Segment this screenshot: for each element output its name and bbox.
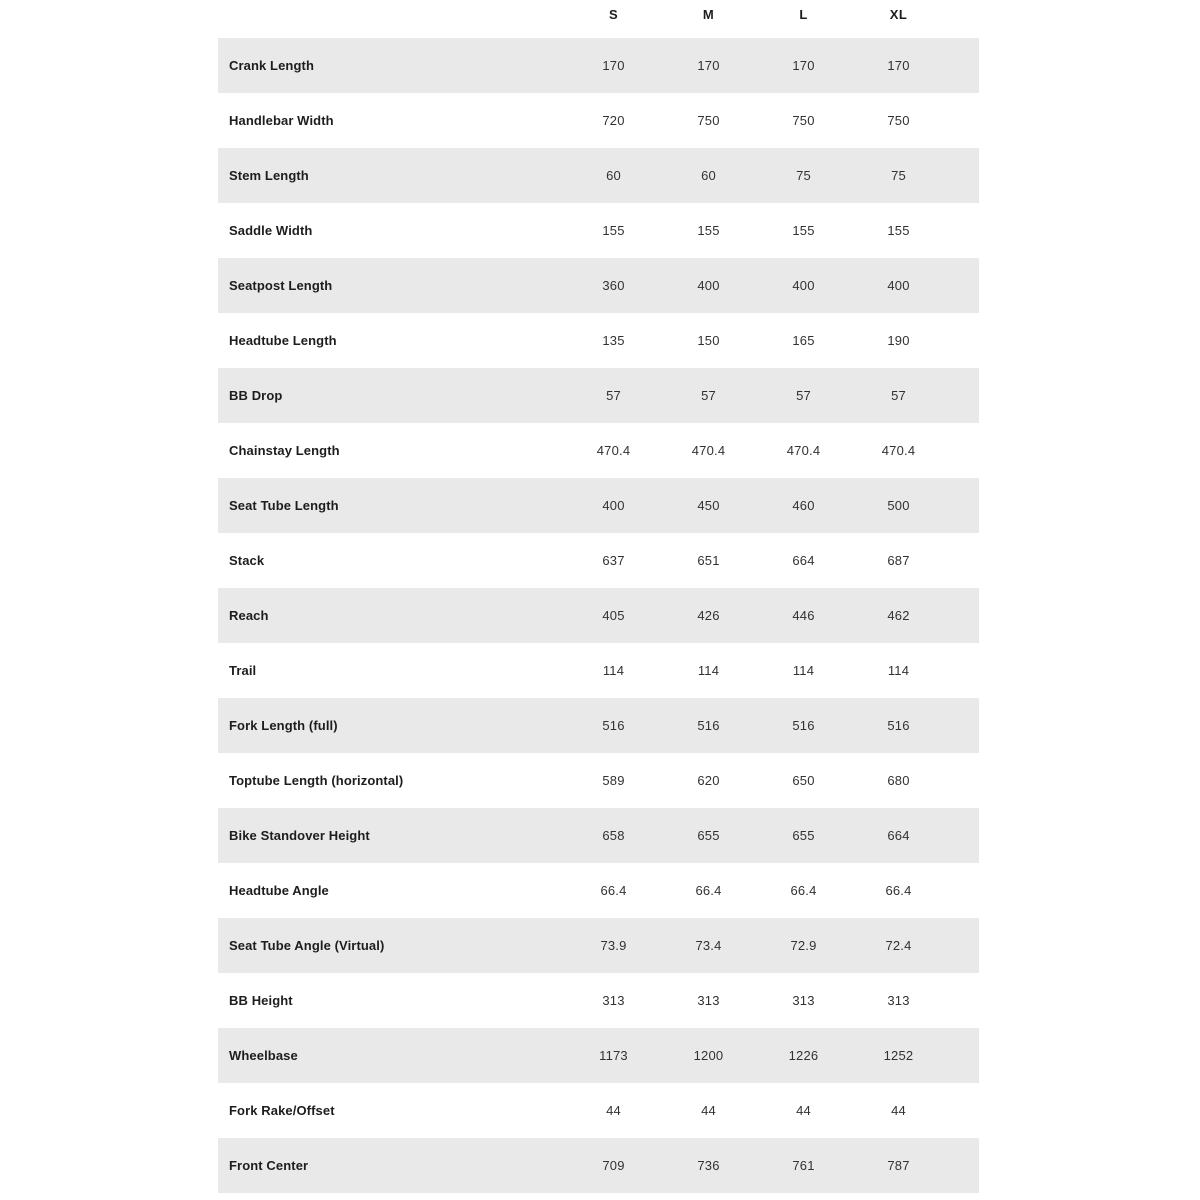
table-row bbox=[218, 258, 979, 313]
spec-label: Stack bbox=[229, 553, 265, 568]
spec-value: 190 bbox=[887, 333, 910, 348]
size-column-header-xl: XL bbox=[889, 7, 908, 22]
spec-label: Wheelbase bbox=[229, 1048, 298, 1063]
spec-value: 360 bbox=[602, 278, 625, 293]
spacer-cell bbox=[946, 863, 979, 918]
spec-value: 658 bbox=[602, 828, 625, 843]
spec-label: Reach bbox=[229, 608, 269, 623]
spec-value: 114 bbox=[792, 663, 815, 678]
spec-value: 44 bbox=[701, 1103, 716, 1118]
spec-value: 155 bbox=[697, 223, 720, 238]
spec-value: 44 bbox=[796, 1103, 811, 1118]
spec-label: Handlebar Width bbox=[229, 113, 334, 128]
table-row bbox=[218, 808, 979, 863]
spec-value: 72.4 bbox=[885, 938, 912, 953]
table-row bbox=[218, 918, 979, 973]
size-column-header-l: L bbox=[799, 7, 808, 22]
spec-value: 155 bbox=[792, 223, 815, 238]
spec-value: 170 bbox=[792, 58, 815, 73]
spec-value: 1200 bbox=[693, 1048, 724, 1063]
spec-value: 589 bbox=[602, 773, 625, 788]
spec-value: 450 bbox=[697, 498, 720, 513]
spec-label: Bike Standover Height bbox=[229, 828, 370, 843]
spec-label: Trail bbox=[229, 663, 257, 678]
spec-value: 155 bbox=[887, 223, 910, 238]
spec-value: 400 bbox=[887, 278, 910, 293]
spec-label: Stem Length bbox=[229, 168, 309, 183]
spec-value: 446 bbox=[792, 608, 815, 623]
spacer-cell bbox=[946, 1028, 979, 1083]
spec-label: Seat Tube Length bbox=[229, 498, 339, 513]
spec-value: 426 bbox=[697, 608, 720, 623]
table-row bbox=[218, 588, 979, 643]
spec-label: BB Height bbox=[229, 993, 293, 1008]
spec-value: 66.4 bbox=[790, 883, 817, 898]
spec-value: 400 bbox=[697, 278, 720, 293]
spec-value: 313 bbox=[697, 993, 720, 1008]
spec-label: Seat Tube Angle (Virtual) bbox=[229, 938, 385, 953]
spec-label: Chainstay Length bbox=[229, 443, 340, 458]
spec-value: 170 bbox=[602, 58, 625, 73]
spec-value: 516 bbox=[887, 718, 910, 733]
table-row bbox=[218, 478, 979, 533]
spec-value: 73.9 bbox=[600, 938, 627, 953]
spacer-cell bbox=[946, 588, 979, 643]
spacer-cell bbox=[946, 698, 979, 753]
spec-value: 44 bbox=[606, 1103, 621, 1118]
table-row bbox=[218, 38, 979, 93]
spec-value: 150 bbox=[697, 333, 720, 348]
spec-label: BB Drop bbox=[229, 388, 283, 403]
spec-value: 500 bbox=[887, 498, 910, 513]
table-row bbox=[218, 753, 979, 808]
spec-value: 687 bbox=[887, 553, 910, 568]
spec-value: 170 bbox=[697, 58, 720, 73]
spec-value: 680 bbox=[887, 773, 910, 788]
table-row bbox=[218, 148, 979, 203]
spec-value: 44 bbox=[891, 1103, 906, 1118]
spec-value: 60 bbox=[701, 168, 716, 183]
spec-value: 664 bbox=[792, 553, 815, 568]
table-row bbox=[218, 1028, 979, 1083]
spacer-cell bbox=[946, 93, 979, 148]
spec-value: 73.4 bbox=[695, 938, 722, 953]
spec-value: 709 bbox=[602, 1158, 625, 1173]
spec-value: 462 bbox=[887, 608, 910, 623]
spec-label: Crank Length bbox=[229, 58, 314, 73]
spacer-cell bbox=[946, 423, 979, 478]
spec-value: 1226 bbox=[788, 1048, 819, 1063]
spec-value: 66.4 bbox=[885, 883, 912, 898]
spec-value: 75 bbox=[891, 168, 906, 183]
size-column-header-s: S bbox=[608, 7, 619, 22]
spec-value: 135 bbox=[602, 333, 625, 348]
table-row bbox=[218, 698, 979, 753]
spacer-cell bbox=[946, 808, 979, 863]
spec-value: 57 bbox=[606, 388, 621, 403]
spec-value: 620 bbox=[697, 773, 720, 788]
table-row bbox=[218, 533, 979, 588]
spec-label: Seatpost Length bbox=[229, 278, 333, 293]
spec-value: 720 bbox=[602, 113, 625, 128]
spec-value: 72.9 bbox=[790, 938, 817, 953]
spec-value: 460 bbox=[792, 498, 815, 513]
spacer-cell bbox=[946, 368, 979, 423]
spec-value: 761 bbox=[792, 1158, 815, 1173]
spacer-cell bbox=[946, 0, 979, 38]
spacer-cell bbox=[946, 643, 979, 698]
spacer-cell bbox=[946, 1138, 979, 1193]
spec-value: 57 bbox=[796, 388, 811, 403]
spec-value: 750 bbox=[697, 113, 720, 128]
spec-value: 165 bbox=[792, 333, 815, 348]
table-row bbox=[218, 863, 979, 918]
spacer-cell bbox=[946, 313, 979, 368]
spec-value: 114 bbox=[602, 663, 625, 678]
spacer-cell bbox=[946, 38, 979, 93]
spec-value: 637 bbox=[602, 553, 625, 568]
spec-value: 516 bbox=[697, 718, 720, 733]
spec-value: 1252 bbox=[883, 1048, 914, 1063]
spec-value: 66.4 bbox=[695, 883, 722, 898]
spec-value: 114 bbox=[887, 663, 910, 678]
table-row bbox=[218, 1138, 979, 1193]
spec-value: 1173 bbox=[599, 1048, 628, 1063]
spec-label: Toptube Length (horizontal) bbox=[229, 773, 404, 788]
spec-value: 57 bbox=[701, 388, 716, 403]
spec-value: 470.4 bbox=[691, 443, 726, 458]
size-column-header-m: M bbox=[702, 7, 715, 22]
spec-label: Fork Rake/Offset bbox=[229, 1103, 335, 1118]
spec-value: 170 bbox=[887, 58, 910, 73]
spec-value: 405 bbox=[602, 608, 625, 623]
spec-value: 650 bbox=[792, 773, 815, 788]
table-row bbox=[218, 973, 979, 1028]
table-row bbox=[218, 203, 979, 258]
table-row bbox=[218, 423, 979, 478]
spec-value: 400 bbox=[602, 498, 625, 513]
spec-value: 313 bbox=[602, 993, 625, 1008]
spec-value: 655 bbox=[792, 828, 815, 843]
spacer-cell bbox=[946, 148, 979, 203]
spacer-cell bbox=[946, 203, 979, 258]
spec-value: 655 bbox=[697, 828, 720, 843]
spec-value: 750 bbox=[887, 113, 910, 128]
spec-value: 787 bbox=[887, 1158, 910, 1173]
spec-value: 60 bbox=[606, 168, 621, 183]
spec-label: Saddle Width bbox=[229, 223, 313, 238]
spec-value: 66.4 bbox=[600, 883, 627, 898]
size-header-row bbox=[218, 0, 979, 38]
table-row bbox=[218, 368, 979, 423]
spec-value: 155 bbox=[602, 223, 625, 238]
table-row bbox=[218, 643, 979, 698]
spec-value: 516 bbox=[602, 718, 625, 733]
spacer-cell bbox=[946, 918, 979, 973]
spec-value: 516 bbox=[792, 718, 815, 733]
table-row bbox=[218, 93, 979, 148]
table-row bbox=[218, 313, 979, 368]
geometry-spec-table bbox=[218, 0, 979, 1193]
corner-cell bbox=[218, 0, 566, 38]
spacer-cell bbox=[946, 1083, 979, 1138]
spec-label: Front Center bbox=[229, 1158, 309, 1173]
spec-value: 470.4 bbox=[786, 443, 821, 458]
spec-value: 313 bbox=[792, 993, 815, 1008]
spec-label: Fork Length (full) bbox=[229, 718, 338, 733]
spec-label: Headtube Length bbox=[229, 333, 337, 348]
spec-value: 651 bbox=[697, 553, 720, 568]
spacer-cell bbox=[946, 753, 979, 808]
spec-value: 57 bbox=[891, 388, 906, 403]
spacer-cell bbox=[946, 973, 979, 1028]
spec-value: 664 bbox=[887, 828, 910, 843]
table-row bbox=[218, 1083, 979, 1138]
spec-value: 400 bbox=[792, 278, 815, 293]
spacer-cell bbox=[946, 533, 979, 588]
spec-value: 313 bbox=[887, 993, 910, 1008]
spec-value: 470.4 bbox=[596, 443, 631, 458]
spec-value: 75 bbox=[796, 168, 811, 183]
spacer-cell bbox=[946, 258, 979, 313]
spec-value: 750 bbox=[792, 113, 815, 128]
spec-value: 470.4 bbox=[881, 443, 916, 458]
spec-value: 114 bbox=[697, 663, 720, 678]
spacer-cell bbox=[946, 478, 979, 533]
spec-value: 736 bbox=[697, 1158, 720, 1173]
spec-label: Headtube Angle bbox=[229, 883, 329, 898]
